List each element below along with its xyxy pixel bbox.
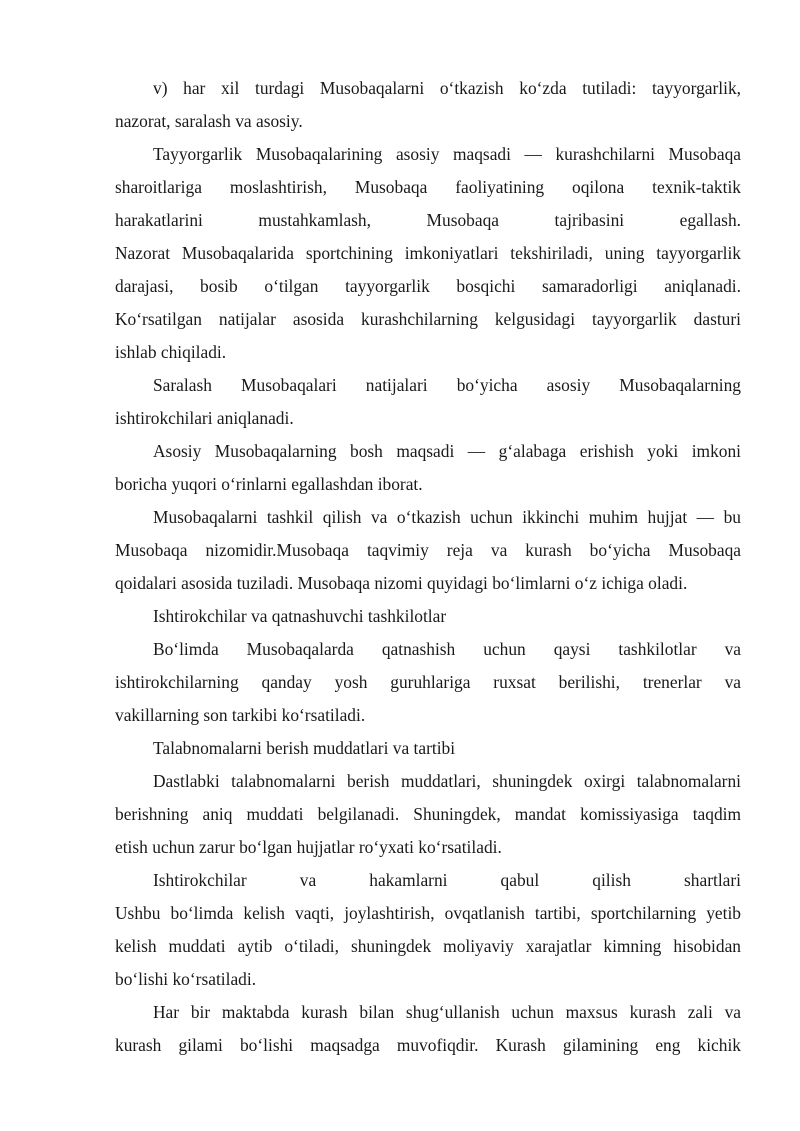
- text-line: Ko‘rsatilgan natijalar asosida kurashchilarning kelgusidagi tayyorgarlik dasturi: [115, 309, 741, 329]
- text-line: Har bir maktabda kurash bilan shug‘ullanish uchun maxsus kurash zali va: [153, 1002, 741, 1022]
- text-line: Ushbu bo‘limda kelish vaqti, joylashtirish, ovqatlanish tartibi, sportchilarning yetib: [115, 903, 741, 923]
- text-line: Asosiy Musobaqalarning bosh maqsadi — g‘alabaga erishish yoki imkoni: [153, 441, 741, 461]
- text-line: Dastlabki talabnomalarni berish muddatlari, shuningdek oxirgi talabnomalarni: [153, 771, 741, 791]
- section-heading: Ishtirokchilar va hakamlarni qabul qilish shartlari: [153, 870, 741, 890]
- text-line: bo‘lishi ko‘rsatiladi.: [115, 969, 257, 989]
- text-line: qoidalari asosida tuziladi. Musobaqa nizomi quyidagi bo‘limlarni o‘z ichiga oladi.: [115, 573, 688, 593]
- text-line: v) har xil turdagi Musobaqalarni o‘tkazish ko‘zda tutiladi: tayyorgarlik,: [153, 78, 741, 98]
- text-line: Saralash Musobaqalari natijalari bo‘yicha asosiy Musobaqalarning: [153, 375, 741, 395]
- text-line: Nazorat Musobaqalarida sportchining imkoniyatlari tekshiriladi, uning tayyorgarlik: [115, 243, 741, 263]
- text-line: kelish muddati aytib o‘tiladi, shuningdek moliyaviy xarajatlar kimning hisobidan: [115, 936, 741, 956]
- text-line: boricha yuqori o‘rinlarni egallashdan iborat.: [115, 474, 423, 494]
- text-line: ishtirokchilari aniqlanadi.: [115, 408, 294, 428]
- text-line: ishtirokchilarning qanday yosh guruhlariga ruxsat berilishi, trenerlar va: [115, 672, 741, 692]
- text-line: harakatlarini mustahkamlash, Musobaqa tajribasini egallash.: [115, 210, 741, 230]
- text-line: berishning aniq muddati belgilanadi. Shuningdek, mandat komissiyasiga taqdim: [115, 804, 741, 824]
- text-line: nazorat, saralash va asosiy.: [115, 111, 303, 131]
- text-line: ishlab chiqiladi.: [115, 342, 227, 362]
- text-line: darajasi, bosib o‘tilgan tayyorgarlik bosqichi samaradorligi aniqlanadi.: [115, 276, 741, 296]
- text-line: kurash gilami bo‘lishi maqsadga muvofiqdir. Kurash gilamining eng kichik: [115, 1035, 741, 1055]
- section-heading: Talabnomalarni berish muddatlari va tartibi: [153, 738, 456, 758]
- text-line: Bo‘limda Musobaqalarda qatnashish uchun qaysi tashkilotlar va: [153, 639, 741, 659]
- text-line: etish uchun zarur bo‘lgan hujjatlar ro‘yxati ko‘rsatiladi.: [115, 837, 502, 857]
- text-line: vakillarning son tarkibi ko‘rsatiladi.: [115, 705, 366, 725]
- text-line: Musobaqalarni tashkil qilish va o‘tkazish uchun ikkinchi muhim hujjat — bu: [153, 507, 741, 527]
- text-line: Tayyorgarlik Musobaqalarining asosiy maqsadi — kurashchilarni Musobaqa: [153, 144, 741, 164]
- section-heading: Ishtirokchilar va qatnashuvchi tashkilotlar: [153, 606, 447, 626]
- text-line: sharoitlariga moslashtirish, Musobaqa faoliyatining oqilona texnik-taktik: [115, 177, 741, 197]
- text-line: Musobaqa nizomidir.Musobaqa taqvimiy reja va kurash bo‘yicha Musobaqa: [115, 540, 741, 560]
